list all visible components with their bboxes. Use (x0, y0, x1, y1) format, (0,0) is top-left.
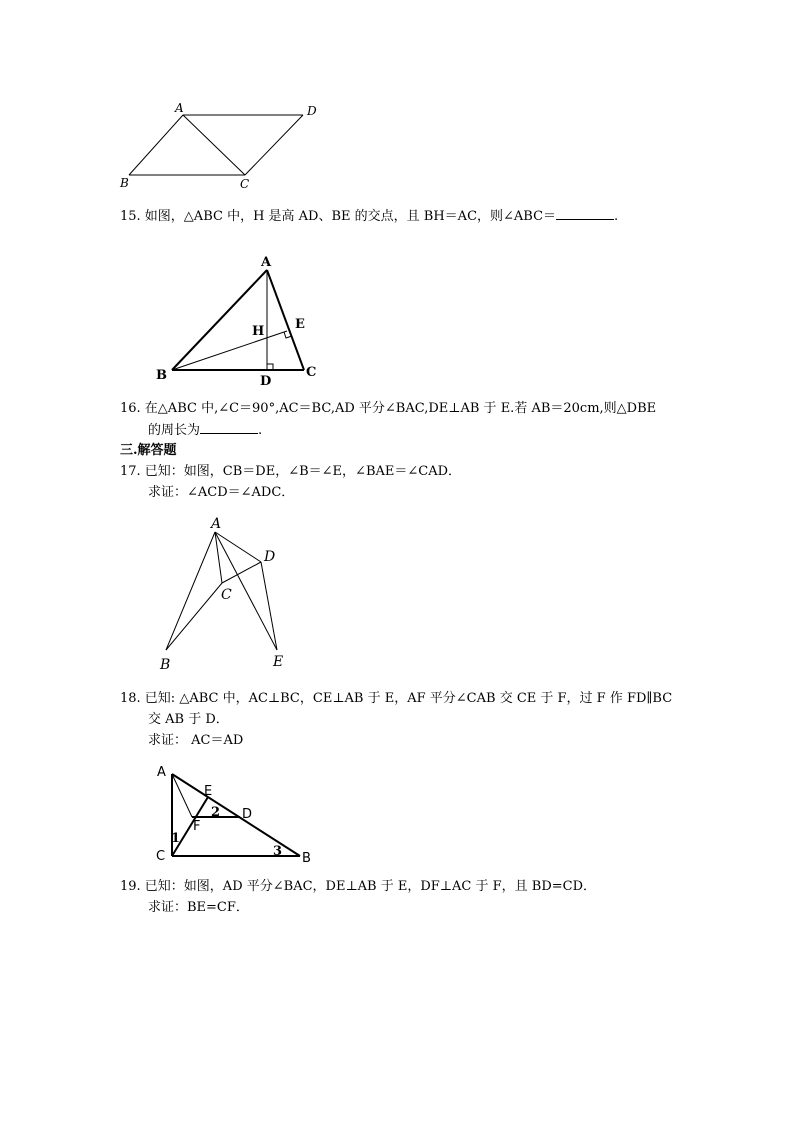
segment-ab (172, 270, 267, 370)
figure-parallelogram (110, 95, 340, 195)
segment-ac (183, 115, 245, 175)
figure-congruent-triangles (150, 510, 310, 675)
question-18-line1: 18. 已知: △ABC 中，AC⊥BC，CE⊥AB 于 E，AF 平分∠CAB 交 CE 于 F，过 F 作 FD∥BC (120, 691, 673, 706)
angle-label-2: 2 (211, 805, 221, 820)
question-15-text: 15. 如图，△ABC 中，H 是高 AD、BE 的交点，且 BH＝AC，则∠ABC＝ (120, 209, 557, 224)
segment-ad (215, 532, 261, 562)
segment-cb (166, 583, 222, 650)
question-19-line1: 19. 已知：如图，AD 平分∠BAC，DE⊥AB 于 E，DF⊥AC 于 F，且 BD=CD． (120, 879, 597, 894)
label-d: D (307, 104, 317, 118)
figure-triangle-altitudes (150, 250, 330, 390)
angle-label-3: 3 (273, 844, 283, 859)
label-c: C (221, 587, 232, 603)
question-17-line1: 17. 已知：如图，CB＝DE，∠B＝∠E，∠BAE＝∠CAD． (120, 464, 462, 479)
answer-blank[interactable] (200, 421, 258, 434)
label-b: B (120, 176, 129, 190)
segment-ce (172, 797, 208, 856)
label-b: B (302, 851, 311, 866)
question-18-line2: 交 AB 于 D． (148, 712, 229, 727)
label-c: C (306, 365, 317, 380)
label-a: A (211, 516, 222, 532)
segment-dc (245, 115, 303, 175)
segment-cd (222, 562, 261, 583)
question-18-line3: 求证： AC＝AD (148, 733, 244, 748)
answer-blank[interactable] (556, 207, 614, 220)
figure-right-triangle-bisector (150, 760, 325, 870)
question-16-line1: 16. 在△ABC 中,∠C＝90°,AC＝BC,AD 平分∠BAC,DE⊥AB 于 E.若 AB＝20cm,则△DBE (120, 401, 657, 416)
label-e: E (273, 654, 284, 670)
label-c: C (240, 177, 250, 191)
label-b: B (156, 368, 167, 383)
label-a: A (261, 255, 272, 270)
question-15: 15. 如图，△ABC 中，H 是高 AD、BE 的交点，且 BH＝AC，则∠ABC＝ . (120, 209, 619, 224)
angle-label-1: 1 (171, 831, 181, 846)
label-b: B (160, 657, 171, 673)
question-16-line2: 的周长为 . (148, 423, 263, 438)
label-f: F (193, 819, 201, 834)
label-d: D (264, 549, 276, 565)
label-a: A (157, 765, 166, 780)
label-e: E (204, 784, 213, 799)
label-d: D (242, 807, 253, 822)
label-d: D (260, 374, 272, 389)
segment-ab (129, 115, 183, 175)
question-17-line2: 求证：∠ACD＝∠ADC． (148, 485, 295, 500)
label-a: A (175, 101, 184, 115)
segment-de (261, 562, 277, 650)
label-h: H (252, 324, 265, 339)
segment-ab (166, 532, 215, 650)
label-e: E (295, 317, 305, 332)
section-heading: 三.解答题 (120, 443, 177, 458)
label-c: C (156, 849, 166, 864)
question-19-line2: 求证：BE=CF． (148, 900, 249, 915)
